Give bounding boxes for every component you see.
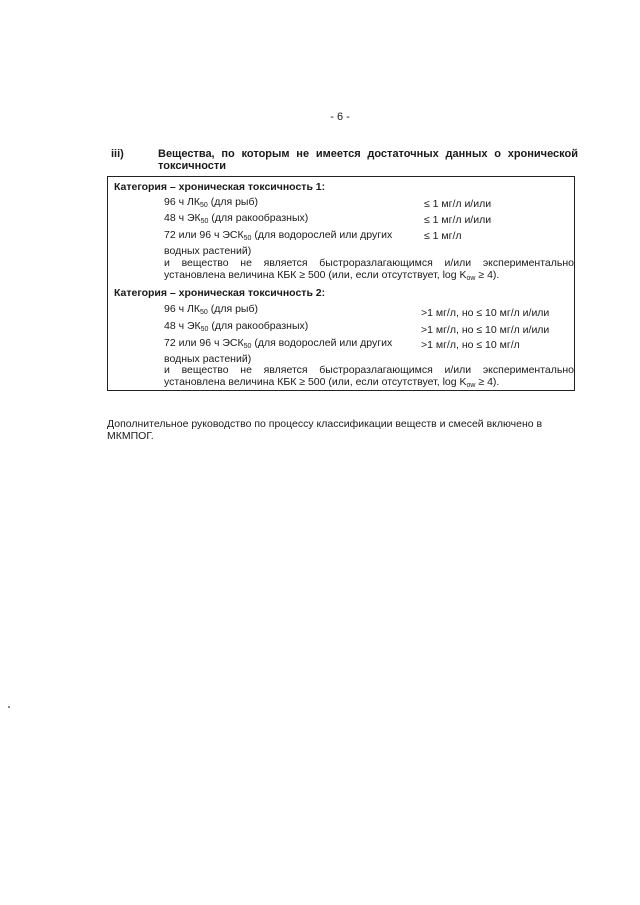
category-1-title: Категория – хроническая токсичность 1: [114,181,326,193]
category-1-item-2: 48 ч $ЭК_{50}$ (для ракообразных) [164,212,309,225]
page-number: - 6 - [330,111,350,123]
category-2-item-2: 48 ч $ЭК_{50}$ (для ракообразных) [164,320,309,333]
section-title: Вещества, по которым не имеется достаточных данных о хронической токсичности [158,148,578,172]
category-2-note: и вещество не является быстроразлагающимся и/или экспериментально установлена величина КБК ≥ 500 (или, если отсутствует, $\log K_{ow} \ge 4$). [164,364,574,389]
category-1-value-2: ≤ 1 мг/л и/или [424,214,492,226]
category-1-item-1: 96 ч $ЛК_{50}$ (для рыб) [164,196,258,209]
category-1-value-1: ≤ 1 мг/л и/или [424,198,492,210]
category-1-item-3: 72 или 96 ч $ЭСК_{50}$ (для водорослей или других водных растений) [164,229,393,257]
category-2-item-3: 72 или 96 ч $ЭСК_{50}$ (для водорослей или других водных растений) [164,337,393,365]
category-2-title: Категория – хроническая токсичность 2: [114,287,326,299]
category-2-value-1: >1 мг/л, но ≤ 10 мг/л и/или [421,307,550,319]
section-marker: iii) [111,148,124,160]
category-2-item-1: 96 ч $ЛК_{50}$ (для рыб) [164,303,258,316]
category-2-value-3: >1 мг/л, но ≤ 10 мг/л [421,339,520,351]
category-2-value-2: >1 мг/л, но ≤ 10 мг/л и/или [421,324,550,336]
category-1-value-3: ≤ 1 мг/л [424,230,462,242]
footer-note: Дополнительное руководство по процессу классификации веществ и смесей включено в МКМПОГ. [107,418,543,442]
scan-speck [8,706,10,708]
category-1-note: и вещество не является быстроразлагающимся и/или экспериментально установлена величина КБК ≥ 500 (или, если отсутствует, $\log K_{ow} \ge 4$). [164,257,574,282]
classification-box [107,176,575,391]
